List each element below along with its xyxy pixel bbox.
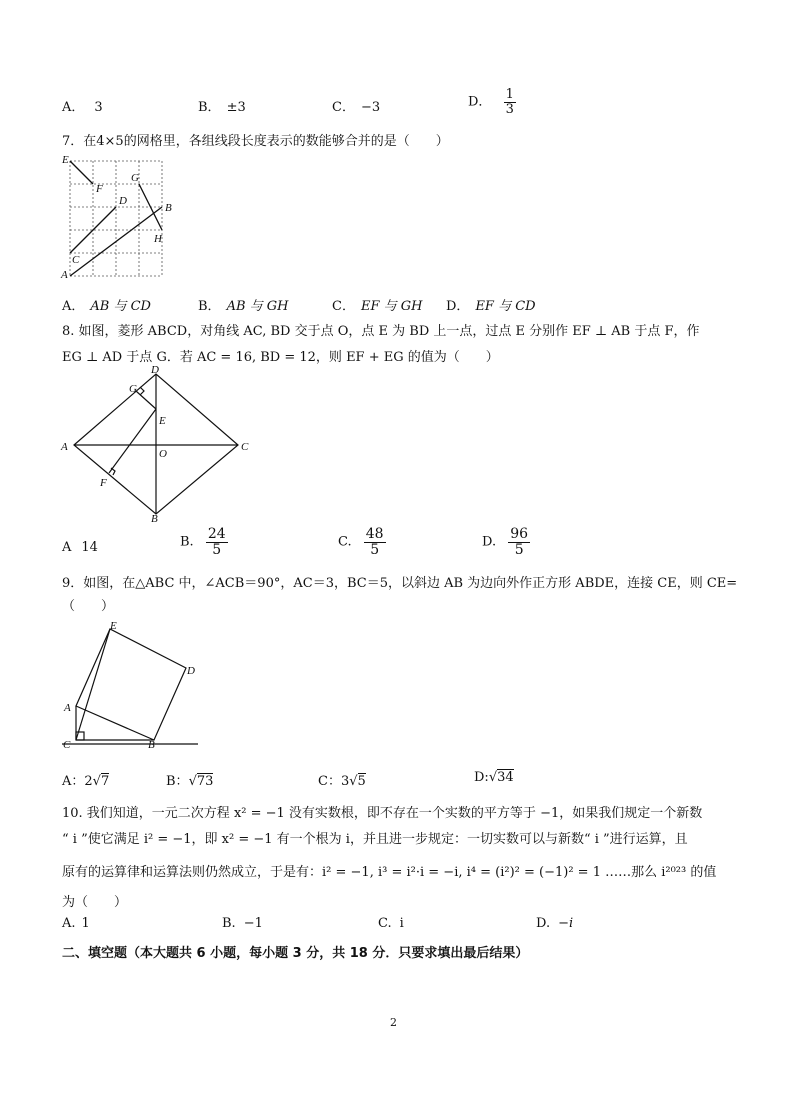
q8-rhombus-figure: [58, 364, 258, 524]
q8-stem-line1: 8. 如图，菱形 ABCD，对角线 AC, BD 交于点 O，点 E 为 BD 上一点，过点 E 分别作 EF ⊥ AB 于点 F，作: [62, 324, 700, 339]
q10-option-d[interactable]: D. −i: [536, 916, 574, 931]
label-a: A: [61, 441, 68, 453]
q10-option-c[interactable]: C. i: [378, 916, 404, 931]
right-angle-f: [111, 468, 115, 475]
q9-option-b[interactable]: B：√73: [166, 774, 214, 789]
segment-eg: [136, 391, 156, 409]
q6-option-d[interactable]: D． $\frac{1}{3}$: [468, 87, 514, 117]
label-a: A: [61, 269, 68, 280]
q6-option-a[interactable]: A． 3: [62, 100, 103, 115]
q8-option-a[interactable]: A 14: [62, 540, 98, 555]
q8-option-c[interactable]: C. $\frac{48}{5}$: [338, 526, 384, 558]
q10-stem-line2: “ i ”使它满足 i² = −1，即 x² = −1 有一个根为 i，并且进一步规定：一切实数可以与新数“ i ”进行运算，且: [62, 832, 688, 847]
label-d: D: [119, 195, 127, 207]
label-b: B: [148, 739, 155, 751]
label-h: H: [154, 233, 162, 245]
fraction: $\frac{1}{3}$: [505, 87, 514, 117]
segment-ef: [70, 161, 93, 184]
q6-option-c[interactable]: C． −3: [332, 100, 381, 115]
label-c: C: [63, 739, 71, 751]
q10-stem-line3: 原有的运算律和运算法则仍然成立，于是有：i² = −1, i³ = i²·i = −i, i⁴ = (i²)² = (−1)² = 1 ……那么 i²⁰²³ 的值: [62, 865, 717, 880]
label-o: O: [159, 448, 167, 460]
q9-option-c[interactable]: C：3√5: [318, 774, 366, 789]
segment-ce: [76, 629, 110, 740]
label-c: C: [72, 254, 80, 266]
segment-ef: [109, 409, 156, 473]
label-c: C: [241, 441, 249, 453]
q9-option-d[interactable]: D:√34: [474, 770, 514, 785]
fraction: $\frac{48}{5}$: [365, 526, 384, 558]
label-e: E: [110, 620, 117, 632]
sqrt-icon: √: [188, 774, 197, 789]
q9-stem-line2: （ ）: [62, 599, 115, 614]
q10-stem-line4: 为（ ）: [62, 895, 128, 910]
q7-option-d[interactable]: D． EF 与 CD: [446, 299, 536, 314]
label-e: E: [62, 156, 69, 166]
q7-option-b[interactable]: B． AB 与 GH: [198, 299, 289, 314]
q7-option-a[interactable]: A． AB 与 CD: [62, 299, 151, 314]
q10-stem-line1: 10. 我们知道，一元二次方程 x² = −1 没有实数根，即不存在一个实数的平方等于 −1，如果我们规定一个新数: [62, 806, 703, 821]
label-b: B: [165, 202, 172, 214]
rhombus: [74, 374, 238, 514]
label-e: E: [159, 415, 166, 427]
q6-option-b[interactable]: B． ±3: [198, 100, 246, 115]
page-number: 2: [390, 1016, 397, 1029]
q7-stem: 7．在4×5的网格里，各组线段长度表示的数能够合并的是（ ）: [62, 134, 449, 149]
q10-option-a[interactable]: A. 1: [62, 916, 90, 931]
sqrt-icon: √: [92, 774, 101, 789]
label-d: D: [151, 364, 159, 376]
label-g: G: [129, 383, 137, 395]
q9-stem-line1: 9．如图，在△ABC 中，∠ACB＝90°，AC＝3，BC＝5，以斜边 AB 为边向外作正方形 ABDE，连接 CE，则 CE=: [62, 576, 738, 591]
section-2-title: 二、填空题（本大题共 6 小题，每小题 3 分，共 18 分．只要求填出最后结果）: [62, 946, 529, 961]
q8-option-d[interactable]: D. $\frac{96}{5}$: [482, 526, 529, 558]
q9-option-a[interactable]: A：2√7: [62, 774, 110, 789]
label-d: D: [187, 665, 195, 677]
label-a: A: [64, 702, 71, 714]
q9-square-figure: [58, 614, 202, 754]
label-f: F: [96, 183, 103, 195]
q8-stem-line2: EG ⊥ AD 于点 G．若 AC = 16, BD = 12，则 EF + EG 的值为（ ）: [62, 350, 499, 365]
q7-option-c[interactable]: C． EF 与 GH: [332, 299, 423, 314]
triangle-and-square: [62, 629, 198, 744]
sqrt-icon: √: [488, 770, 498, 785]
label-g: G: [131, 172, 139, 184]
q10-option-b[interactable]: B. −1: [222, 916, 263, 931]
fraction: $\frac{24}{5}$: [207, 526, 226, 558]
right-angle-g: [140, 387, 144, 395]
q8-option-b[interactable]: B. $\frac{24}{5}$: [180, 526, 226, 558]
label-b: B: [151, 513, 158, 524]
grid-lines: [70, 161, 162, 276]
q7-grid-figure: [60, 156, 172, 280]
sqrt-icon: √: [349, 774, 358, 789]
fraction: $\frac{96}{5}$: [510, 526, 529, 558]
label-f: F: [100, 477, 107, 489]
